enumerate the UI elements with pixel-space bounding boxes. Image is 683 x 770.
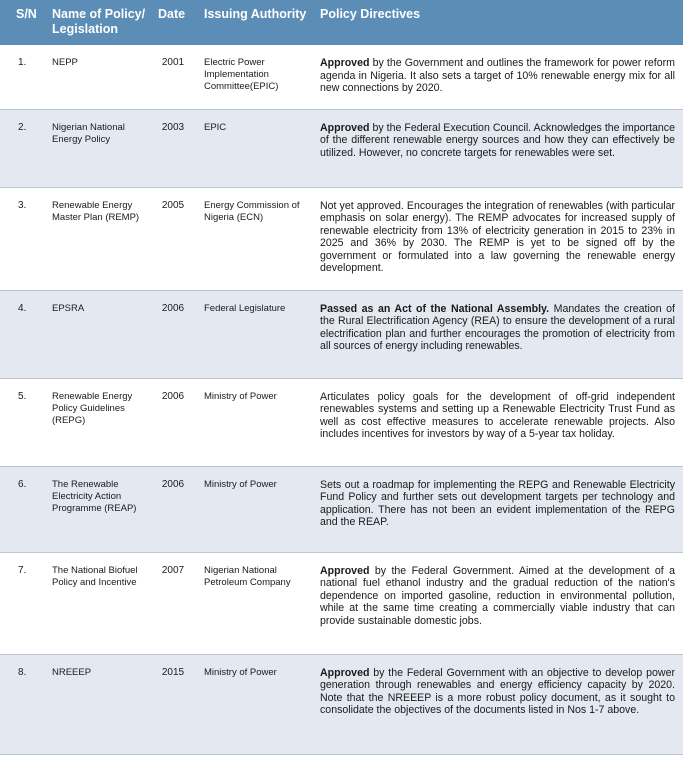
directive-text: Not yet approved. Encourages the integration of renewables (with particular emphasis on solar energy). The REMP advocates for increased supply of renewable electricity from 13% of electricity generation in 2015 to 23% in 2025 and 36% by 2030. The REMP is yet to be signed off by the government or formulated into a law governing the renewable energy development.: [320, 199, 675, 275]
row-issuing-authority: Ministry of Power: [204, 478, 277, 490]
directive-lead: Approved: [320, 121, 370, 134]
header-sn: S/N: [16, 7, 37, 21]
row-issuing-authority: EPIC: [204, 121, 227, 133]
row-policy-name: NEPP: [52, 57, 78, 68]
row-policy-name: Renewable Energy Policy Guidelines (REPG): [52, 390, 133, 426]
row-sn: 4.: [18, 302, 27, 314]
row-date: 2007: [161, 564, 185, 576]
table-row: [0, 378, 683, 466]
table-row: [0, 654, 683, 754]
row-date: 2003: [161, 121, 185, 133]
row-issuing-authority: Federal Legislature: [204, 302, 286, 314]
directive-text: by the Government and outlines the framework for power reform agenda in Nigeria. It also sets a target of 10% renewable energy mix for all new connections by 2020.: [320, 57, 675, 95]
row-policy-directives: [316, 109, 683, 187]
row-policy-directives: [316, 466, 683, 552]
row-issuing-authority: Nigerian National Petroleum Company: [204, 564, 291, 588]
table-row: [0, 45, 683, 109]
row-sn: 8.: [18, 666, 27, 678]
row-sn: 1.: [18, 57, 27, 68]
header-issuing-authority: Issuing Authority: [204, 7, 307, 21]
row-policy-name: NREEEP: [52, 666, 92, 678]
row-policy-directives: [316, 378, 683, 466]
row-sn: 6.: [18, 478, 27, 490]
directive-text: by the Federal Government. Aimed at the development of a national fuel ethanol industry and the gradual reduction of the nation's dependence on imported gasoline, reduction in environmental pollution, while at the same time creating a commercially viable industry that can provide sustainable domestic jobs.: [320, 564, 675, 627]
row-date: 2001: [161, 57, 185, 68]
table-row: [0, 290, 683, 378]
row-policy-name: The Renewable Electricity Action Programme (REAP): [52, 478, 137, 514]
directive-lead: Approved: [320, 564, 370, 577]
row-policy-directives: [316, 187, 683, 290]
row-policy-name: The National Biofuel Policy and Incentive: [52, 564, 138, 588]
row-policy-name: Renewable Energy Master Plan (REMP): [52, 199, 140, 223]
row-date: 2015: [161, 666, 185, 678]
row-sn: 5.: [18, 390, 27, 402]
directive-lead: Passed as an Act of the National Assembly.: [320, 302, 550, 315]
table-header-row: [0, 0, 683, 45]
table-row: [0, 109, 683, 187]
row-sn: 7.: [18, 564, 27, 576]
directive-lead: Approved: [320, 57, 370, 69]
row-policy-name: Nigerian National Energy Policy: [52, 121, 125, 145]
row-date: 2005: [161, 199, 185, 211]
table-row: [0, 466, 683, 552]
header-policy-name: Name of Policy/ Legislation: [52, 7, 146, 36]
directive-text: Sets out a roadmap for implementing the REPG and Renewable Electricity Fund Policy and further sets out development targets per technology and application. There has not been an evident implementation of the REPG and the REAP.: [320, 478, 675, 529]
directive-text: by the Federal Execution Council. Acknowledges the importance of the different renewable energy sources and how they can effectively be utilized. However, no concrete targets for renewables were set.: [320, 121, 675, 159]
row-issuing-authority: Ministry of Power: [204, 666, 277, 678]
directive-text: Mandates the creation of the Rural Electrification Agency (REA) to ensure the development of a rural electrification plan and further encourages the promotion of electricity from all sources of energy including renewables.: [320, 302, 675, 353]
row-policy-directives: [316, 45, 683, 109]
row-issuing-authority: Electric Power Implementation Committee(EPIC): [204, 57, 279, 92]
row-date: 2006: [161, 302, 185, 314]
directive-text: by the Federal Government with an objective to develop power generation through renewables and energy efficiency capacity by 2020. Note that the NREEEP is a more robust policy document, as it sought to consolidate the objectives of the documents listed in Nos 1-7 above.: [320, 666, 675, 717]
directive-lead: Approved: [320, 666, 370, 679]
directive-text: Articulates policy goals for the development of off-grid independent renewables systems and setting up a Renewable Electricity Trust Fund as well as cost effective measures to accelerate renewable projects. Also includes incentives for investors by way of a 5-year tax holiday.: [320, 390, 675, 441]
row-policy-directives: [316, 552, 683, 654]
table-row: [0, 187, 683, 290]
row-policy-name: EPSRA: [52, 302, 85, 314]
row-issuing-authority: Energy Commission of Nigeria (ECN): [204, 199, 300, 223]
row-policy-directives: [316, 290, 683, 378]
row-policy-directives: [316, 654, 683, 754]
row-sn: 2.: [18, 121, 27, 133]
row-issuing-authority: Ministry of Power: [204, 390, 277, 402]
row-date: 2006: [161, 478, 185, 490]
row-sn: 3.: [18, 199, 27, 211]
header-date: Date: [158, 7, 186, 21]
header-policy-directives: Policy Directives: [320, 7, 421, 21]
row-date: 2006: [161, 390, 185, 402]
table-row: [0, 552, 683, 654]
